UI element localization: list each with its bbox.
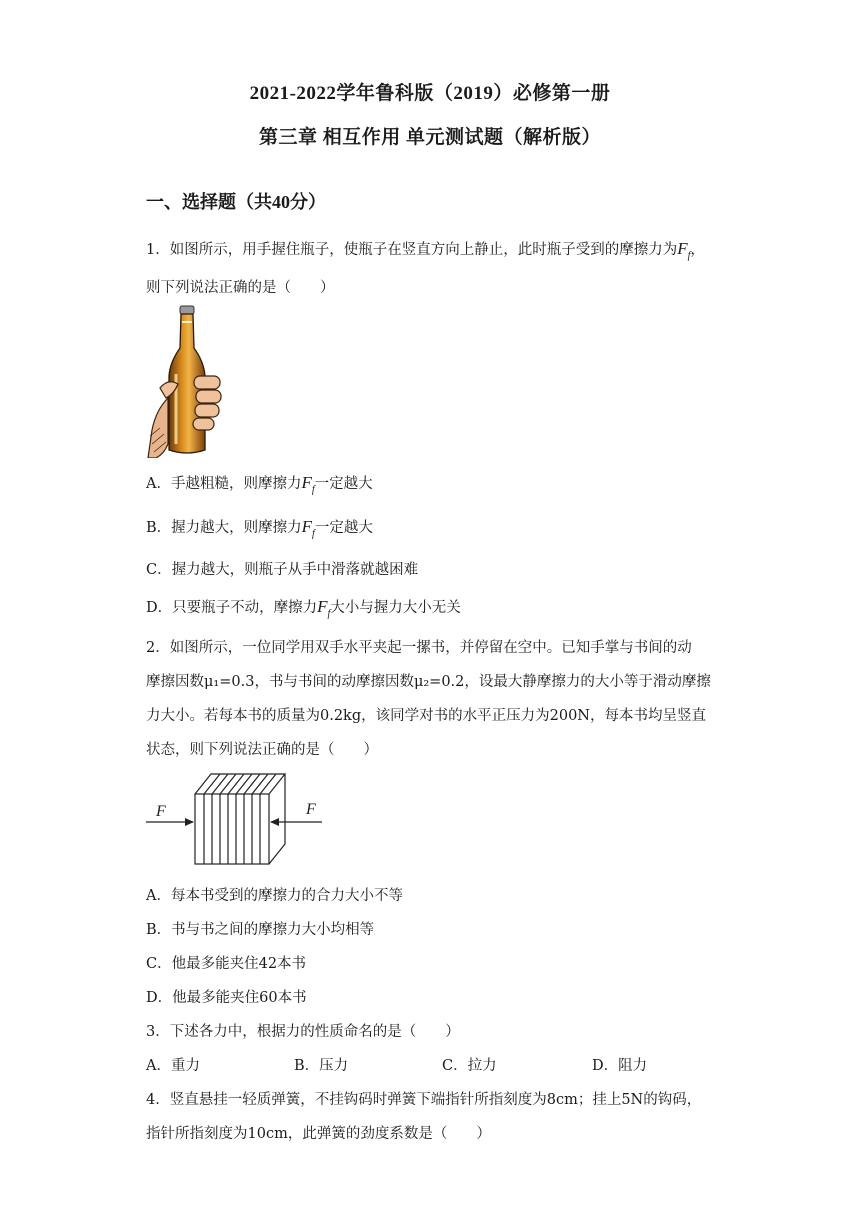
q2-stem-line4: 状态，则下列说法正确的是（ ） [146, 742, 378, 758]
q3-option-a: A．重力 [146, 1058, 200, 1074]
q2-option-d: D．他最多能夹住60本书 [146, 990, 307, 1006]
left-force-label: F [156, 803, 166, 820]
friction-symbol: $F_f$ [301, 517, 315, 540]
q3-option-d: D．阻力 [592, 1058, 648, 1074]
document-title-line2: 第三章 相互作用 单元测试题（解析版） [258, 127, 601, 148]
friction-symbol: $F_f$ [677, 239, 691, 262]
q2-stem-line1: 2．如图所示，一位同学用双手水平夹起一摞书，并停留在空中。已知手掌与书间的动 [146, 640, 692, 656]
friction-symbol: $F_f$ [301, 473, 315, 496]
q4-stem-line2: 指针所指刻度为10cm，此弹簧的劲度系数是（ ） [146, 1126, 491, 1142]
q1-stem-line2: 则下列说法正确的是（ ） [146, 280, 335, 296]
q1-stem-text: 1．如图所示，用手握住瓶子，使瓶子在竖直方向上静止，此时瓶子受到的摩擦力为 [146, 242, 678, 258]
q3-option-c: C．拉力 [442, 1058, 497, 1074]
q1-option-c: C．握力越大，则瓶子从手中滑落就越困难 [146, 562, 419, 578]
section-heading: 一、选择题（共40分） [146, 192, 326, 212]
q1-option-b: B．握力越大，则摩擦力$F_f$一定越大 [146, 517, 373, 540]
bottle-in-hand-image [146, 304, 226, 458]
q2-stem-line3: 力大小。若每本书的质量为0.2kg，该同学对书的水平正压力为200N，每本书均呈竖直 [146, 708, 706, 724]
q1-option-a: A．手越粗糙，则摩擦力$F_f$一定越大 [146, 473, 373, 496]
q3-stem: 3．下述各力中，根据力的性质命名的是（ ） [146, 1024, 460, 1040]
left-arrowhead [185, 818, 194, 826]
q4-stem-line1: 4．竖直悬挂一轻质弹簧，不挂钩码时弹簧下端指针所指刻度为8cm；挂上5N的钩码， [146, 1092, 702, 1108]
right-arrowhead [270, 818, 279, 826]
q2-option-c: C．他最多能夹住42本书 [146, 956, 307, 972]
q1-stem-line1: 1．如图所示，用手握住瓶子，使瓶子在竖直方向上静止，此时瓶子受到的摩擦力为$F_f$， [146, 239, 705, 262]
q3-option-b: B．压力 [294, 1058, 349, 1074]
q2-stem-line2: 摩擦因数μ₁=0.3，书与书间的动摩擦因数μ₂=0.2，设最大静摩擦力的大小等于滑动摩擦 [146, 674, 711, 690]
right-force-label: F [306, 801, 316, 818]
q2-option-a: A．每本书受到的摩擦力的合力大小不等 [146, 888, 403, 904]
book-stack-diagram [144, 770, 326, 870]
document-title-line1: 2021-2022学年鲁科版（2019）必修第一册 [249, 83, 611, 104]
q2-option-b: B．书与书之间的摩擦力大小均相等 [146, 922, 375, 938]
friction-symbol: $F_f$ [317, 597, 331, 620]
q1-option-d: D．只要瓶子不动，摩擦力$F_f$大小与握力大小无关 [146, 597, 461, 620]
